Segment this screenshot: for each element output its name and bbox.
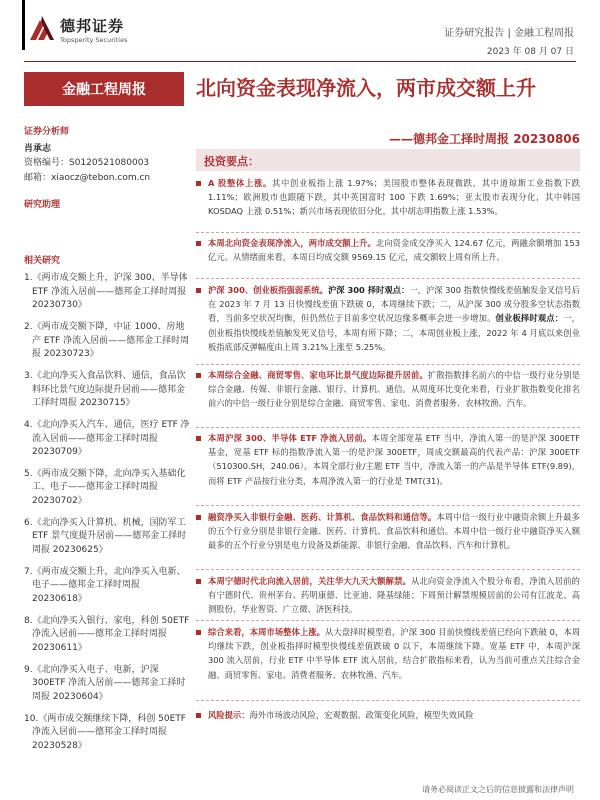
bullet-icon [196,181,201,186]
related-item[interactable]: 1.《两市成交额上升，沪深 300、半导体 ETF 净流入居前——德邦金工择时周报 20230730》 [24,273,188,311]
key-point-body: 北向资金成交净买入 124.67 亿元，两融余额增加 153 亿元。从情绪面来看，本周日均成交额 9569.15 亿元，成交额较上周有所上升。 [208,238,580,263]
key-point-heading: 沪深 300、创业板指强弱系统。 [208,285,328,295]
analyst-license: 资格编号：S0120521080003 [24,158,150,168]
key-point-heading: 本周宁德时代北向流入居前，关注华大九天大额解禁。 [208,576,411,586]
brand-logo-icon [30,14,54,40]
analyst-heading: 证券分析师 [24,127,70,137]
bullet-icon [196,288,201,293]
header-divider [24,61,576,62]
report-subtitle: ——德邦金工择时周报 20230806 [389,132,580,146]
analyst-email[interactable]: 邮箱：xiaocz@tebon.com.cn [24,173,151,183]
related-research-list [24,272,190,762]
brand-name-en: Topsperity Securities [60,36,128,44]
key-point-body: 本周中信一级行业中融资余额上升最多的五个行业分别是非银行金融、医药、计算机、食品饮料和通信。本周中信一级行业中融资净买入额最多的五个行业分别是电力设备及新能源、非银行金融、食品饮料、汽车和计算机。 [208,512,580,551]
key-point-body: 一，沪深 300 指数快慢线差值触发金叉信号后在 2023 年 7 月 13 日快慢线差值下跌破 0，本周继续下跌；二，从沪深 300 成分股多空状态指数看，当前多空状况均衡，但仍然位于目前多空状况边缘多概率会进一步增加。 [208,285,580,324]
key-point-heading: 融资净买入非银行金融、医药、计算机、食品饮料和通信等。 [208,512,437,522]
section-divider [196,700,580,701]
key-points-label: 投资要点： [204,155,259,168]
report-title: 北向资金表现净流入，两市成交额上升 [196,76,536,100]
key-point [196,283,580,354]
section-divider [196,620,580,621]
section-divider [196,427,580,428]
related-item[interactable]: 10.《两市成交额继续下降，科创 50ETF 净流入居前——德邦金工择时周报 20230528》 [24,713,186,751]
bullet-icon [196,373,201,378]
report-category: 金融工程周报 [24,72,184,106]
bullet-icon [196,515,201,520]
bullet-icon [196,630,201,635]
section-divider [196,278,580,279]
key-point [196,510,580,553]
key-point-body: 从大盘择时模型看，沪深 300 目前快慢线差值已经向下跌破 0，本周均继续下跌，创业板指择时模型快慢线差值跌破 0 以下，本周继续下降。宽基 ETF 中，本周沪深 300 流入居前，行业 ETF 中半导体 ETF 流入居前，结合扩散指标来看，认为当前可重点关注综合金融、商贸零售、家电、消费者服务、农林牧渔、汽车。 [208,627,580,680]
key-point-body: 扩散指数排名前六的中信一级行业分别是综合金融、传媒、非银行金融、银行、计算机、通信。从周度环比变化来看，行业扩散指数变化排名前六的中信一级行业分别是综合金融、商贸零售、家电、消费者服务、农林牧渔、汽车。 [208,370,580,409]
report-date: 2023 年 08 月 07 日 [486,47,574,57]
bullet-icon [196,436,201,441]
related-item[interactable]: 7.《两市成交额上升，北向净买入电新、电子——德邦金工择时周报 20230618》 [24,566,186,604]
key-point [196,236,580,264]
report-type: 证券研究报告 | 金融工程周报 [444,28,574,39]
section-divider [196,505,580,506]
related-item[interactable]: 9.《北向净买入电子、电新，沪深 300ETF 净流入居前——德邦金工择时周报 20230604》 [24,664,186,702]
key-point-heading: 本周北向资金表现净流入，两市成交额上升。 [208,238,376,248]
key-point-body: 其中创业板指上涨 1.97%；美国股市整体表现微跌，其中道琼斯工业指数下跌 1.11%；欧洲股市也跟随下跌，其中英国富时 100 下跌 1.69%；亚太股市表现分化，其中韩国 KOSDAQ 上涨 0.51%；新兴市场表现依旧分化，其中胡志明指数上涨 1.53%。 [208,178,581,217]
bullet-icon [196,713,201,718]
related-item[interactable]: 8.《北向净买入银行、家电，科创 50ETF 净流入居前——德邦金工择时周报 20230611》 [24,615,190,653]
key-point-subheading: 创业板择时观点： [495,313,564,324]
section-divider [196,569,580,570]
brand-name: 德邦证券 [60,17,125,35]
key-point-heading: 本周沪深 300、半导体 ETF 净流入居前。 [208,433,372,443]
related-item[interactable]: 2.《两市成交额下降，中证 1000、房地产 ETF 净流入居前——德邦金工择时周报 20230723》 [24,321,190,360]
key-point-heading: A 股整体上涨。 [208,178,273,188]
related-item[interactable]: 3.《北向净买入食品饮料、通信，食品饮料环比景气度边际提升居前——德邦金工择时周报 20230715》 [24,370,186,409]
section-divider [196,232,580,233]
key-point-body: 本周全部宽基 ETF 当中，净流入第一的是沪深 300ETF 基金，宽基 ETF 标的指数净流入第一的是沪深 300ETF，周成交额最高的代表产品：沪深 300ETF（510300.SH，240.06）。本周全部行业/主题 ETF 当中，净流入第一的产品是半导体 ETF(9.89)，而将 ETF 产品按行业分类，本周净流入第一的行业是 TMT(31)。 [208,433,581,486]
key-point-body: 从北向资金净流入个股分布看，净流入居前的有宁德时代、贵州茅台、药明康德、比亚迪、隆基绿能；下周预计解禁规模居前的公司有江波龙、高测股份、华业智资、广立微、济医科技。 [208,576,580,615]
key-point [196,176,580,219]
footer-disclaimer: 请务必阅读正文之后的信息披露和法律声明 [422,785,574,794]
key-point-heading: 本周综合金融、商贸零售、家电环比景气度边际提升居前。 [208,370,428,380]
key-point-subheading: 沪深 300 择时观点： [327,285,410,295]
key-point [196,368,580,411]
bullet-icon [196,241,201,246]
risk-warning [196,708,580,722]
key-point-body: 一，创业板指快慢线差值触发死叉信号，本周有所下降；二，本周创业板上涨，2022 年 4 月底以来创业板指底部反弹幅度由上周 3.21%上涨至 5.25%。 [208,313,580,352]
assistant-heading: 研究助理 [24,200,61,210]
key-point [196,431,580,488]
bullet-icon [196,579,201,584]
related-item[interactable]: 5.《两市成交额下降，北向净买入基础化工、电子——德邦金工择时周报 20230702》 [24,468,186,507]
key-point [196,574,580,617]
analyst-name: 肖承志 [24,144,52,154]
related-item[interactable]: 4.《北向净买入汽车、通信，医疗 ETF 净流入居前——德邦金工择时周报 20230709》 [24,419,190,458]
related-item[interactable]: 6.《北向净买入计算机、机械，国防军工 ETF 景气度提升居前——德邦金工择时周报 20230625》 [24,517,187,556]
key-point [196,625,580,682]
risk-body: 海外市场波动风险，宏观数据、政策变化风险，模型失效风险 [249,710,474,720]
risk-label: 风险提示： [208,710,250,720]
scan-edge [22,0,25,50]
section-divider [196,364,580,365]
key-point-heading: 综合来看，本周市场整体上涨。 [208,627,326,637]
related-heading: 相关研究 [24,256,61,266]
